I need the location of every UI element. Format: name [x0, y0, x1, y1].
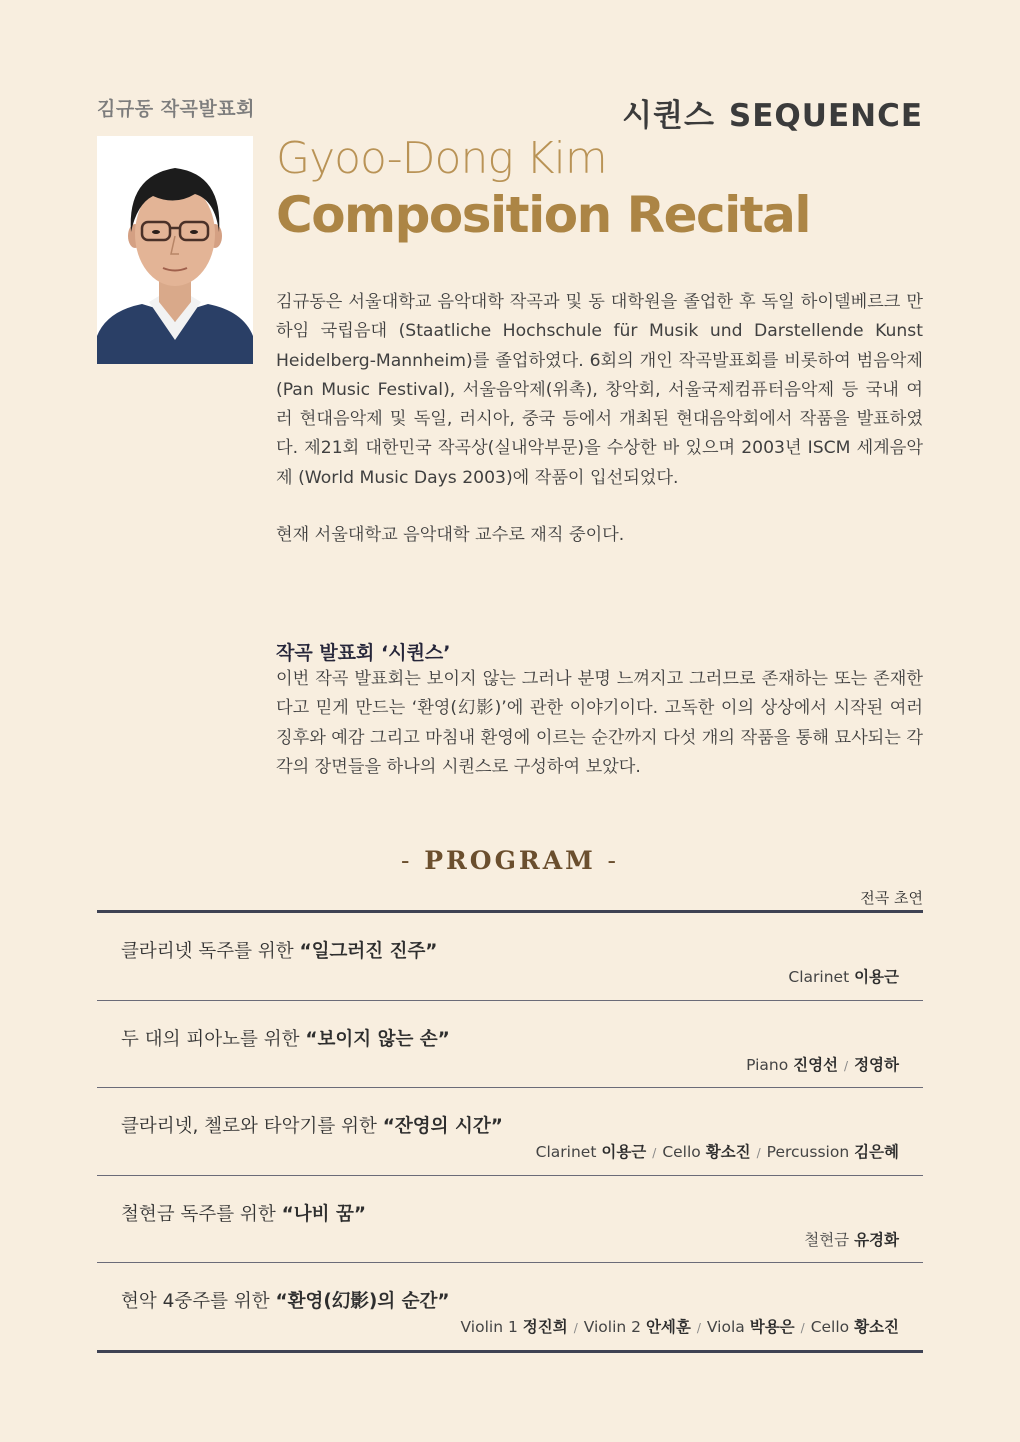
work-instrumentation: 현악 4중주를 위한 — [121, 1291, 276, 1312]
composer-portrait-image — [97, 136, 253, 364]
program-heading-dash: - — [401, 846, 413, 875]
performer-separator: / — [844, 1058, 849, 1073]
performer-role: Cello — [810, 1318, 855, 1336]
bio-paragraph: 현재 서울대학교 음악대학 교수로 재직 중이다. — [276, 525, 625, 546]
work-instrumentation: 철현금 독주를 위한 — [121, 1203, 282, 1225]
program-work — [121, 1200, 366, 1226]
program-heading-dash: - — [607, 846, 619, 875]
program-work — [121, 1025, 450, 1051]
performer-role: Cello — [662, 1143, 706, 1161]
program-performers — [788, 965, 899, 987]
performer-separator: / — [800, 1321, 805, 1335]
program-item — [97, 1000, 923, 1088]
program-work — [121, 1287, 450, 1313]
work-title: “나비 꿈” — [281, 1203, 366, 1225]
composer-name: Gyoo-Dong Kim — [276, 133, 607, 184]
work-instrumentation: 클라리넷, 첼로와 타악기를 위한 — [121, 1116, 383, 1137]
composer-photo — [97, 136, 253, 364]
performer-name: 정진희 — [522, 1318, 568, 1336]
premiere-note: 전곡 초연 — [860, 889, 923, 907]
performer-separator: / — [652, 1146, 657, 1160]
performer-role: Violin 2 — [583, 1318, 646, 1336]
concert-title — [622, 90, 923, 135]
performer-role: Violin 1 — [460, 1318, 523, 1336]
performer-role: Clarinet — [788, 968, 855, 986]
program-item — [97, 1175, 923, 1263]
performer-role: Percussion — [766, 1143, 855, 1161]
concept-body: 이번 작곡 발표회는 보이지 않는 그러나 분명 느껴지고 그러므로 존재하는 또는 존재한다고 믿게 만드는 ‘환영(幻影)’에 관한 이야기이다. 고독한 이의 상상에서 시작된 여러 징후와 예감 그리고 마침내 환영에 이르는 순간까지 다섯 개의 작품을 통해 묘사되는 각각의 장면들을 하나의 시퀀스로 구성하여 보았다. — [276, 669, 923, 777]
program-work — [121, 1112, 503, 1138]
performer-separator: / — [696, 1321, 701, 1335]
performer-name: 안세훈 — [645, 1318, 691, 1336]
program-item — [97, 1087, 923, 1175]
performer-name: 정영하 — [854, 1055, 899, 1074]
work-title: “보이지 않는 손” — [305, 1028, 450, 1050]
composer-biography — [276, 288, 923, 578]
performer-name: 황소진 — [705, 1143, 751, 1161]
performer-name: 박용은 — [749, 1318, 795, 1336]
performer-name: 김은혜 — [854, 1143, 899, 1161]
concert-title-en: SEQUENCE — [728, 98, 923, 134]
program-performers — [536, 1140, 899, 1162]
work-title: “잔영의 시간” — [382, 1116, 503, 1137]
work-title: “환영(幻影)의 순간” — [275, 1291, 450, 1312]
concert-title-ko: 시퀀스 — [622, 98, 715, 134]
work-instrumentation: 두 대의 피아노를 위한 — [121, 1028, 306, 1050]
series-label: 김규동 작곡발표회 — [97, 98, 255, 120]
program-performers — [804, 1228, 899, 1250]
program-performers — [746, 1053, 899, 1075]
concept-title: 작곡 발표회 ‘시퀀스’ — [276, 642, 451, 664]
performer-separator: / — [573, 1321, 578, 1335]
program-item — [97, 1262, 923, 1350]
performer-role: Viola — [706, 1318, 750, 1336]
performer-name: 진영선 — [793, 1055, 839, 1074]
bio-paragraph: 김규동은 서울대학교 음악대학 작곡과 및 동 대학원을 졸업한 후 독일 하이델베르크 만하임 국립음대 (Staatliche Hochschule für Musik und Darstellende Kunst Heidelberg-Mannheim)를 졸업하였다. 6회의 개인 작곡발표회를 비롯하여 범음악제(Pan Music Festival), 서울음악제(위촉), 창악회, 서울국제컴퓨터음악제 등 국내 여러 현대음악제 및 독일, 러시아, 중국 등에서 개최된 현대음악회에서 작품을 발표하였다. 제21회 대한민국 작곡상(실내악부문)을 수상한 바 있으며 2003년 ISCM 세계음악제 (World Music Days 2003)에 작품이 입선되었다. — [276, 292, 923, 488]
work-title: “일그러진 진주” — [299, 941, 438, 962]
program-heading — [0, 846, 1020, 875]
program-performers — [461, 1315, 899, 1337]
performer-role: 철현금 — [804, 1230, 855, 1249]
performer-role: Piano — [746, 1055, 794, 1074]
performer-separator: / — [756, 1146, 761, 1160]
program-heading-text: PROGRAM — [424, 846, 596, 875]
program-work — [121, 937, 437, 963]
work-instrumentation: 클라리넷 독주를 위한 — [121, 941, 300, 962]
performer-name: 황소진 — [854, 1318, 899, 1336]
recital-title: Composition Recital — [276, 186, 811, 244]
performer-name: 이용근 — [601, 1143, 647, 1161]
program-item — [97, 913, 923, 1000]
performer-name: 이용근 — [854, 968, 899, 986]
performer-role: Clarinet — [535, 1143, 602, 1161]
program-list — [97, 910, 923, 1353]
performer-name: 유경화 — [854, 1230, 899, 1249]
